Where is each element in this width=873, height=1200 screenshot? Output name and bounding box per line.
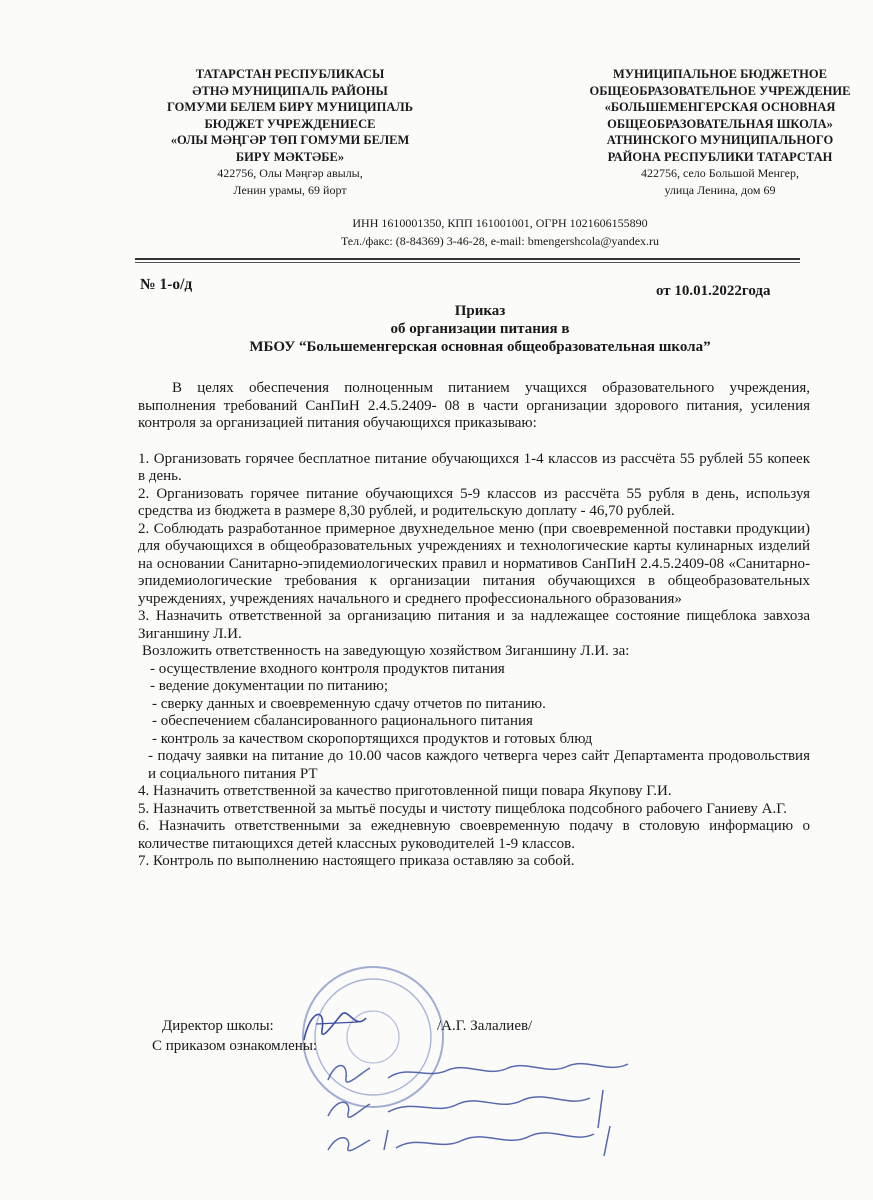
director-name: /А.Г. Залалиев/ bbox=[437, 1018, 533, 1034]
header-left-line: ӘТНӘ МУНИЦИПАЛЬ РАЙОНЫ bbox=[192, 83, 388, 98]
order-item: 5. Назначить ответственной за мытьё посуды и чистоту пищеблока подсобного рабочего Ганиеву А.Г. bbox=[138, 800, 787, 817]
header-left-address: Ленин урамы, 69 йорт bbox=[233, 183, 347, 197]
order-item: 3. Назначить ответственной за организацию питания и за надлежащее состояние пищеблока завхоза Зиганшину Л.И. bbox=[138, 608, 810, 642]
header-right-line: ОБЩЕОБРАЗОВАТЕЛЬНАЯ ШКОЛА» bbox=[607, 116, 833, 131]
requisites-ids: ИНН 1610001350, КПП 161001001, ОГРН 1021606155890 bbox=[352, 216, 648, 230]
header-right-block bbox=[560, 66, 873, 199]
order-item: 2. Соблюдать разработанное примерное двухнедельное меню (при своевременной поставки продукции) для обучающихся в общеобразовательных учреждениях и технологические карты кулинарных изделий на основании Санитарно-эпидемиологических правил и нормативов СанПиН 2.4.5.2409-08 «Санитарно-эпидемиологические требования к организации питания обучающихся в общеобразовательных учреждениях, учреждениях начального и среднего профессионального образования» bbox=[138, 520, 810, 607]
requisites-contacts: Тел./факс: (8-84369) 3-46-28, e-mail: bmengershcola@yandex.ru bbox=[340, 234, 660, 248]
spacer bbox=[138, 433, 810, 451]
director-signature-line bbox=[162, 1018, 533, 1035]
title-line: Приказ bbox=[454, 303, 506, 319]
title-line: МБОУ “Большеменгерская основная общеобразовательная школа” bbox=[249, 339, 711, 355]
order-title bbox=[140, 302, 820, 356]
responsibility-item: - ведение документации по питанию; bbox=[150, 678, 389, 694]
header-right-address: 422756, село Большой Менгер, bbox=[641, 166, 799, 180]
title-line: об организации питания в bbox=[390, 321, 570, 337]
header-left-block bbox=[140, 66, 440, 199]
order-item: 6. Назначить ответственными за ежедневную своевременную подачу в столовую информацию о количестве питающихся детей классных руководителей 1-9 классов. bbox=[138, 818, 810, 852]
responsibility-item: - осуществление входного контроля продуктов питания bbox=[150, 660, 505, 677]
responsibility-item: - контроль за качеством скоропортящихся продуктов и готовых блюд bbox=[152, 730, 593, 747]
order-item: 1. Организовать горячее бесплатное питание обучающихся 1-4 классов из рассчёта 55 рублей 55 копеек в день. bbox=[138, 450, 810, 484]
header-right-line: РАЙОНА РЕСПУБЛИКИ ТАТАРСТАН bbox=[607, 149, 833, 164]
header-left-line: БЮДЖЕТ УЧРЕЖДЕНИЕСЕ bbox=[204, 116, 376, 131]
order-item: 4. Назначить ответственной за качество приготовленной пищи повара Якупову Г.И. bbox=[138, 783, 672, 799]
order-item: 2. Организовать горячее питание обучающихся 5-9 классов из рассчёта 55 рубля в день, используя средства из бюджета в размере 8,30 рублей, и родительскую доплату - 46,70 рублей. bbox=[138, 485, 810, 519]
order-date: от 10.01.2022года bbox=[656, 283, 771, 299]
header-divider-thin bbox=[135, 262, 800, 263]
handwritten-signatures-icon bbox=[318, 1050, 648, 1160]
header-divider bbox=[135, 258, 800, 260]
responsibility-intro: Возложить ответственность на заведующую хозяйством Зиганшину Л.И. за: bbox=[142, 643, 630, 659]
responsibility-item: - сверку данных и своевременную сдачу отчетов по питанию. bbox=[152, 695, 546, 712]
header-left-address: 422756, Олы Мәңгәр авылы, bbox=[217, 166, 363, 180]
header-right-line: АТНИНСКОГО МУНИЦИПАЛЬНОГО bbox=[606, 133, 834, 147]
order-body bbox=[138, 380, 810, 871]
responsibility-item: - обеспечением сбалансированного рационального питания bbox=[152, 713, 533, 729]
header-right-line: МУНИЦИПАЛЬНОЕ БЮДЖЕТНОЕ bbox=[613, 67, 827, 81]
intro-paragraph: В целях обеспечения полноценным питанием учащихся образовательного учреждения, выполнения требований СанПиН 2.4.5.2409- 08 в части организации здорового питания, усиления контроля за организацией питания обучающихся приказываю: bbox=[138, 380, 810, 431]
header-left-line: ТАТАРСТАН РЕСПУБЛИКАСЫ bbox=[195, 67, 385, 81]
header-left-line: ГОМУМИ БЕЛЕМ БИРҮ МУНИЦИПАЛЬ bbox=[167, 100, 413, 114]
director-signature-icon bbox=[296, 1000, 376, 1050]
order-number: № 1-о/д bbox=[140, 276, 193, 293]
header-right-address: улица Ленина, дом 69 bbox=[664, 183, 776, 197]
header-left-line: БИРҮ МӘКТӘБЕ» bbox=[235, 149, 345, 164]
header-right-line: «БОЛЬШЕМЕНГЕРСКАЯ ОСНОВНАЯ bbox=[604, 100, 836, 114]
acquainted-label: С приказом ознакомлены: bbox=[152, 1038, 318, 1054]
responsibility-item: - подачу заявки на питание до 10.00 часов каждого четверга через сайт Департамента продовольствия и социального питания РТ bbox=[148, 748, 810, 782]
requisites bbox=[300, 214, 700, 250]
order-item: 7. Контроль по выполнению настоящего приказа оставляю за собой. bbox=[138, 853, 575, 869]
director-label: Директор школы: bbox=[162, 1018, 274, 1034]
header-left-line: «ОЛЫ МӘҢГӘР ТӨП ГОМУМИ БЕЛЕМ bbox=[170, 133, 410, 147]
header-right-line: ОБЩЕОБРАЗОВАТЕЛЬНОЕ УЧРЕЖДЕНИЕ bbox=[589, 83, 851, 98]
